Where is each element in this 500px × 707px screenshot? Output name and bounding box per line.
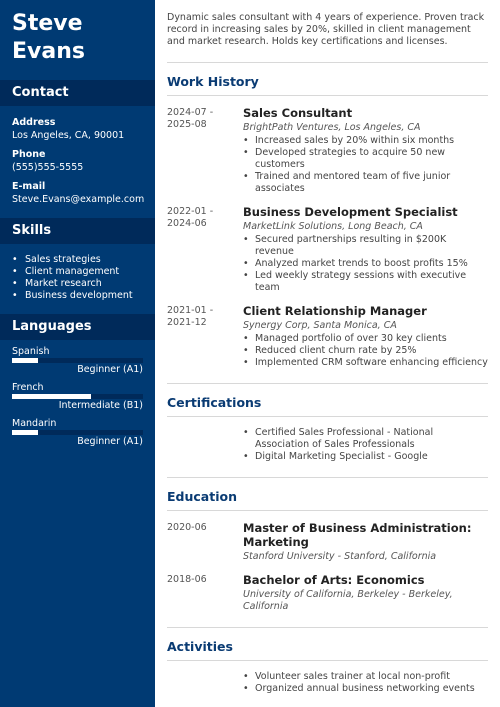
work-history-heading: Work History (167, 62, 488, 91)
work-entry (167, 106, 488, 195)
job-bullet: • Reduced client churn rate by 25% (243, 345, 488, 357)
activities-heading: Activities (167, 627, 488, 656)
language-bar-fill (12, 430, 38, 435)
job-title: Sales Consultant (243, 106, 353, 120)
work-date: 2024-07 - 2025-08 (167, 107, 214, 130)
email-label: E-mail (12, 181, 46, 192)
degree-title: Bachelor of Arts: Economics (243, 573, 425, 587)
company: Synergy Corp, Santa Monica, CA (243, 320, 397, 331)
contact-heading: Contact (0, 80, 155, 106)
language-name: Spanish (12, 346, 50, 357)
skill-item: • Business development (12, 290, 143, 302)
address-label: Address (12, 117, 56, 128)
job-bullet: • Secured partnerships resulting in $200K revenue (243, 234, 488, 258)
languages-section (0, 346, 155, 448)
education-entry (167, 521, 488, 563)
job-bullet: • Developed strategies to acquire 50 new customers (243, 147, 488, 171)
languages-heading: Languages (0, 314, 155, 340)
job-bullets (243, 234, 488, 294)
language-bar-fill (12, 358, 38, 363)
skill-item: • Market research (12, 278, 143, 290)
address-value: Los Angeles, CA, 90001 (12, 130, 125, 141)
activity-item: • Volunteer sales trainer at local non-profit (243, 671, 488, 683)
job-bullet: • Managed portfolio of over 30 key clients (243, 333, 488, 345)
language-bar (12, 394, 143, 399)
contact-section (0, 106, 155, 206)
school: Stanford University - Stanford, California (243, 551, 437, 562)
job-bullets (243, 135, 488, 195)
certifications-list (243, 427, 488, 463)
company: BrightPath Ventures, Los Angeles, CA (243, 122, 421, 133)
certifications-heading: Certifications (167, 383, 488, 412)
phone-label: Phone (12, 149, 46, 160)
last-name: Evans (12, 39, 85, 64)
language-bar (12, 358, 143, 363)
skill-item: • Client management (12, 266, 143, 278)
section-divider (167, 416, 488, 417)
activities-list (243, 671, 488, 695)
certifications-entry (167, 427, 488, 463)
job-bullet: • Trained and mentored team of five junior associates (243, 171, 488, 195)
education-date: 2020-06 (167, 522, 207, 533)
work-date: 2021-01 - 2021-12 (167, 305, 214, 328)
activities-entry (167, 671, 488, 695)
language-bar-fill (12, 394, 91, 399)
education-entry (167, 573, 488, 613)
job-title: Client Relationship Manager (243, 304, 427, 318)
section-divider (167, 95, 488, 96)
education-heading: Education (167, 477, 488, 506)
language-item (12, 418, 155, 448)
summary-text: Dynamic sales consultant with 4 years of experience. Proven track record in increasing sales by 20%, skilled in client management and market research. Holds key certifications and licenses. (167, 12, 485, 47)
first-name: Steve (12, 11, 83, 36)
education-date: 2018-06 (167, 574, 207, 585)
work-entry (167, 304, 488, 369)
work-date: 2022-01 - 2024-06 (167, 206, 214, 229)
job-bullets (243, 333, 488, 369)
language-name: French (12, 382, 44, 393)
job-bullet: • Led weekly strategy sessions with executive team (243, 270, 488, 294)
job-bullet: • Increased sales by 20% within six months (243, 135, 488, 147)
section-divider (167, 660, 488, 661)
language-level: Beginner (A1) (77, 364, 143, 375)
language-level: Intermediate (B1) (58, 400, 143, 411)
language-item (12, 382, 155, 412)
phone-value: (555)555-5555 (12, 162, 84, 173)
language-item (12, 346, 155, 376)
company: MarketLink Solutions, Long Beach, CA (243, 221, 423, 232)
skill-item: • Sales strategies (12, 254, 143, 266)
work-entry (167, 205, 488, 294)
school: University of California, Berkeley - Berkeley, California (243, 589, 453, 612)
job-bullet: • Implemented CRM software enhancing efficiency (243, 357, 488, 369)
activity-item: • Organized annual business networking events (243, 683, 488, 695)
skills-list (12, 254, 143, 302)
skills-section (0, 244, 155, 302)
job-bullet: • Analyzed market trends to boost profits 15% (243, 258, 488, 270)
certification-item: • Digital Marketing Specialist - Google (243, 451, 488, 463)
email-value[interactable]: Steve.Evans@example.com (12, 194, 145, 205)
degree-title: Master of Business Administration: Marketing (243, 521, 472, 549)
section-divider (167, 510, 488, 511)
language-name: Mandarin (12, 418, 57, 429)
candidate-name (0, 0, 155, 66)
language-level: Beginner (A1) (77, 436, 143, 447)
language-bar (12, 430, 143, 435)
job-title: Business Development Specialist (243, 205, 458, 219)
skills-heading: Skills (0, 218, 155, 244)
certification-item: • Certified Sales Professional - National Association of Sales Professionals (243, 427, 488, 451)
sidebar (0, 0, 155, 707)
main-content (167, 12, 488, 695)
